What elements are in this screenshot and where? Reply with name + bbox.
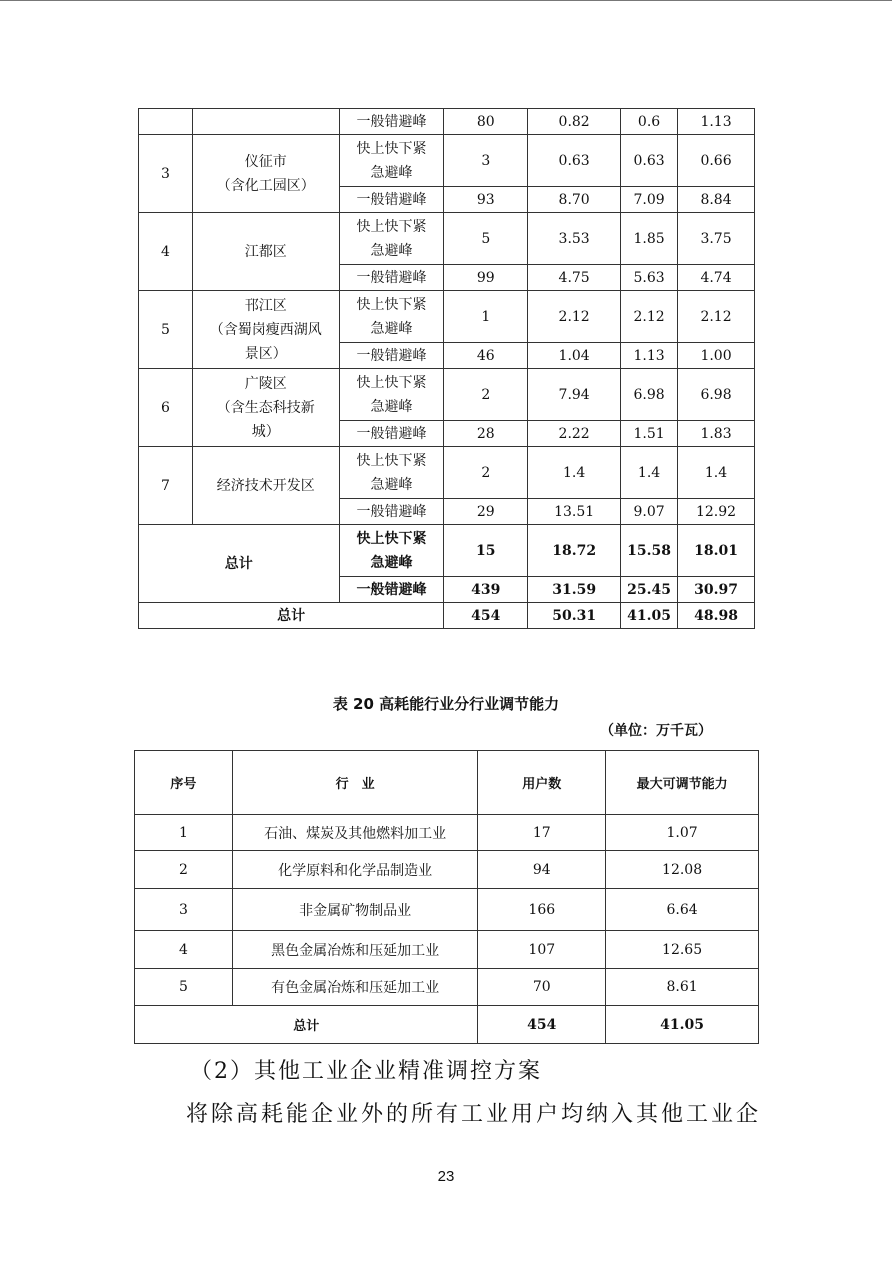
district-name — [192, 213, 339, 291]
value-cell: 1.13 — [621, 343, 678, 369]
value-cell: 2.12 — [621, 291, 678, 343]
district-name — [192, 135, 339, 213]
users-cell: 17 — [478, 815, 606, 851]
industry-cell: 化学原料和化学品制造业 — [232, 851, 478, 889]
value-cell: 0.82 — [528, 109, 621, 135]
row-number: 4 — [135, 931, 233, 969]
count-cell: 2 — [444, 447, 528, 499]
row-number: 3 — [139, 135, 193, 213]
district-name-line: 仪征市 — [244, 153, 287, 170]
district-name-line: （含化工园区） — [216, 177, 315, 194]
value-cell: 9.07 — [621, 499, 678, 525]
count-cell: 15 — [444, 525, 528, 577]
value-cell: 1.85 — [621, 213, 678, 265]
type-cell-line: 急避峰 — [370, 476, 413, 493]
value-cell: 7.09 — [621, 187, 678, 213]
district-name-line: 经济技术开发区 — [216, 477, 315, 494]
value-cell: 0.66 — [678, 135, 755, 187]
capacity-cell: 12.65 — [606, 931, 759, 969]
header-row — [135, 751, 759, 815]
district-name — [192, 447, 339, 525]
type-cell: 一般错避峰 — [339, 187, 444, 213]
value-cell: 50.31 — [528, 603, 621, 629]
district-name-line: 景区） — [244, 345, 287, 362]
subtotal-label: 总计 — [139, 525, 340, 603]
district-adjustment-table — [138, 108, 755, 629]
value-cell: 1.51 — [621, 421, 678, 447]
table-row — [139, 369, 755, 421]
type-cell-line: 急避峰 — [370, 164, 413, 181]
value-cell: 8.84 — [678, 187, 755, 213]
district-name-line: 邗江区 — [244, 297, 287, 314]
type-cell-line: 急避峰 — [370, 398, 413, 415]
value-cell: 6.98 — [678, 369, 755, 421]
page-number: 23 — [437, 1168, 455, 1185]
value-cell: 31.59 — [528, 577, 621, 603]
capacity-cell: 1.07 — [606, 815, 759, 851]
value-cell: 0.63 — [621, 135, 678, 187]
users-cell: 166 — [478, 889, 606, 931]
type-cell-line: 急避峰 — [370, 320, 413, 337]
type-cell — [339, 291, 444, 343]
type-cell-line: 快上快下紧 — [356, 218, 427, 235]
page-top-border — [0, 0, 892, 1]
type-cell: 一般错避峰 — [339, 577, 444, 603]
table-row — [135, 931, 759, 969]
column-header: 行 业 — [232, 751, 478, 815]
value-cell: 1.4 — [528, 447, 621, 499]
value-cell: 4.74 — [678, 265, 755, 291]
value-cell: 15.58 — [621, 525, 678, 577]
total-label: 总计 — [139, 603, 444, 629]
value-cell: 3.53 — [528, 213, 621, 265]
type-cell-line: 快上快下紧 — [356, 530, 427, 547]
value-cell: 6.98 — [621, 369, 678, 421]
value-cell: 25.45 — [621, 577, 678, 603]
value-cell: 2.12 — [528, 291, 621, 343]
count-cell: 2 — [444, 369, 528, 421]
type-cell — [339, 369, 444, 421]
row-number: 4 — [139, 213, 193, 291]
type-cell: 一般错避峰 — [339, 109, 444, 135]
count-cell: 28 — [444, 421, 528, 447]
count-cell: 93 — [444, 187, 528, 213]
table-row — [135, 969, 759, 1006]
users-cell: 107 — [478, 931, 606, 969]
value-cell: 0.6 — [621, 109, 678, 135]
value-cell: 2.12 — [678, 291, 755, 343]
column-header: 序号 — [135, 751, 233, 815]
type-cell-line: 快上快下紧 — [356, 140, 427, 157]
count-cell: 5 — [444, 213, 528, 265]
capacity-cell: 8.61 — [606, 969, 759, 1006]
capacity-cell: 12.08 — [606, 851, 759, 889]
count-cell: 29 — [444, 499, 528, 525]
row-number: 5 — [135, 969, 233, 1006]
count-cell: 80 — [444, 109, 528, 135]
type-cell: 一般错避峰 — [339, 343, 444, 369]
count-cell: 454 — [444, 603, 528, 629]
industry-cell: 非金属矿物制品业 — [232, 889, 478, 931]
type-cell — [339, 525, 444, 577]
type-cell — [339, 135, 444, 187]
type-cell-line: 快上快下紧 — [356, 374, 427, 391]
table-row — [139, 291, 755, 343]
industry-cell: 黑色金属冶炼和压延加工业 — [232, 931, 478, 969]
district-name-line: （含生态科技新 — [216, 399, 315, 416]
value-cell: 7.94 — [528, 369, 621, 421]
body-text: 将除高耗能企业外的所有工业用户均纳入其他工业企 — [186, 1102, 762, 1127]
type-cell-line: 快上快下紧 — [356, 452, 427, 469]
value-cell: 1.83 — [678, 421, 755, 447]
value-cell: 1.00 — [678, 343, 755, 369]
table-unit: （单位：万千瓦） — [600, 723, 712, 739]
value-cell: 48.98 — [678, 603, 755, 629]
value-cell: 4.75 — [528, 265, 621, 291]
value-cell: 5.63 — [621, 265, 678, 291]
value-cell: 30.97 — [678, 577, 755, 603]
type-cell: 一般错避峰 — [339, 499, 444, 525]
value-cell: 1.04 — [528, 343, 621, 369]
type-cell-line: 快上快下紧 — [356, 296, 427, 313]
row-number: 3 — [135, 889, 233, 931]
table-caption: 表 20 高耗能行业分行业调节能力 — [332, 695, 560, 713]
count-cell: 439 — [444, 577, 528, 603]
value-cell: 18.01 — [678, 525, 755, 577]
section-heading: （2）其他工业企业精准调控方案 — [190, 1059, 542, 1084]
table-row — [139, 135, 755, 187]
row-number: 1 — [135, 815, 233, 851]
empty-cell — [139, 109, 193, 135]
value-cell: 3.75 — [678, 213, 755, 265]
industry-cell: 石油、煤炭及其他燃料加工业 — [232, 815, 478, 851]
users-cell: 70 — [478, 969, 606, 1006]
count-cell: 3 — [444, 135, 528, 187]
type-cell: 一般错避峰 — [339, 265, 444, 291]
count-cell: 46 — [444, 343, 528, 369]
value-cell: 1.4 — [621, 447, 678, 499]
type-cell — [339, 447, 444, 499]
total-row — [135, 1006, 759, 1044]
value-cell: 12.92 — [678, 499, 755, 525]
capacity-cell: 6.64 — [606, 889, 759, 931]
empty-cell — [192, 109, 339, 135]
value-cell: 18.72 — [528, 525, 621, 577]
row-number: 6 — [139, 369, 193, 447]
district-name-line: 江都区 — [244, 243, 287, 260]
value-cell: 2.22 — [528, 421, 621, 447]
column-header: 用户数 — [478, 751, 606, 815]
district-name-line: 城） — [251, 423, 280, 440]
table-row — [135, 851, 759, 889]
value-cell: 1.13 — [678, 109, 755, 135]
count-cell: 99 — [444, 265, 528, 291]
district-name-line: （含蜀岗瘦西湖风 — [209, 321, 322, 338]
count-cell: 1 — [444, 291, 528, 343]
industry-cell: 有色金属冶炼和压延加工业 — [232, 969, 478, 1006]
row-number: 7 — [139, 447, 193, 525]
value-cell: 8.70 — [528, 187, 621, 213]
users-cell: 94 — [478, 851, 606, 889]
type-cell-line: 急避峰 — [370, 554, 413, 571]
table-row — [139, 447, 755, 499]
table-row — [135, 889, 759, 931]
users-cell: 454 — [478, 1006, 606, 1044]
district-name-line: 广陵区 — [244, 375, 287, 392]
value-cell: 13.51 — [528, 499, 621, 525]
column-header: 最大可调节能力 — [606, 751, 759, 815]
type-cell-line: 急避峰 — [370, 242, 413, 259]
row-number: 5 — [139, 291, 193, 369]
district-name — [192, 291, 339, 369]
row-number: 2 — [135, 851, 233, 889]
value-cell: 41.05 — [621, 603, 678, 629]
table-row — [139, 525, 755, 577]
table-row — [139, 213, 755, 265]
type-cell: 一般错避峰 — [339, 421, 444, 447]
value-cell: 1.4 — [678, 447, 755, 499]
capacity-cell: 41.05 — [606, 1006, 759, 1044]
value-cell: 0.63 — [528, 135, 621, 187]
industry-adjustment-table — [134, 750, 759, 1044]
table-row — [139, 109, 755, 135]
table-row — [135, 815, 759, 851]
total-row — [139, 603, 755, 629]
total-label: 总计 — [135, 1006, 478, 1044]
district-name — [192, 369, 339, 447]
type-cell — [339, 213, 444, 265]
